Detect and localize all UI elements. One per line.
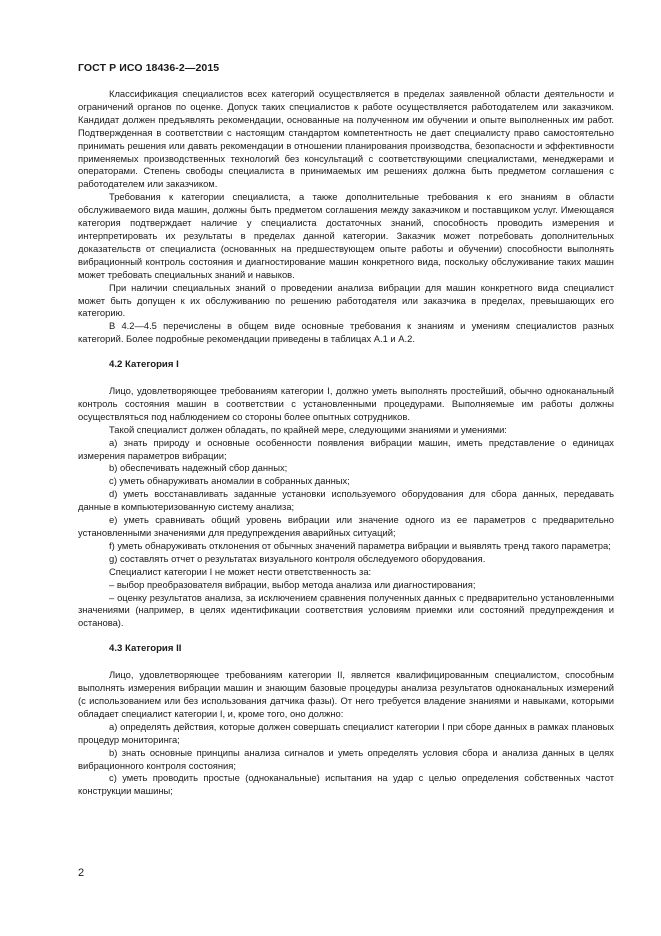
list-item: b) знать основные принципы анализа сигналов и уметь определять условия сбора и анализа данных в целях вибрационного контроля состояния;	[78, 746, 614, 771]
section-heading-4-2: 4.2 Категория I	[109, 359, 179, 371]
paragraph: Классификация специалистов всех категорий осуществляется в пределах заявленной области деятельности и ограничений органов по оценке. Допуск таких специалистов к работе осуществляется работодателем или заказчиком. Кандидат должен предъявлять рекомендации, основанные на полученном им обучении и опыте выполненных им работ. Подтвержденная в соответствии с настоящим стандартом компетентность не дает специалисту право самостоятельно принимать решения или давать рекомендации в отношении планирования производства, безопасности и эффективности применяемых производственных технологий без консультаций с соответствующими специалистами, менеджерами и операторами. Степень свободы специалиста в принимаемых им решениях должна быть предметом соглашения с работодателем или заказчиком.	[78, 88, 614, 190]
section-heading-4-3: 4.3 Категория II	[109, 643, 182, 655]
paragraph: Лицо, удовлетворяющее требованиям категории II, является квалифицированным специалистом, способным выполнять измерения вибрации машин и знающим базовые процедуры анализа результатов одноканальных измерений (с использованием или без использования датчика фазы). От него требуется владение знаниями и навыками, которыми обладает специалист категории I, и, кроме того, оно должно:	[78, 669, 614, 719]
list-item: a) знать природу и основные особенности появления вибрации машин, иметь представление о единицах измерения параметров вибрации;	[78, 436, 614, 461]
paragraph: В 4.2—4.5 перечислены в общем виде основные требования к знаниям и умениям специалистов разных категорий. Более подробные рекомендации приведены в таблицах А.1 и А.2.	[78, 320, 614, 345]
paragraph: Такой специалист должен обладать, по крайней мере, следующими знаниями и умениями:	[109, 423, 507, 435]
list-item: – выбор преобразователя вибрации, выбор метода анализа или диагностирования;	[109, 578, 476, 590]
paragraph: Требования к категории специалиста, а также дополнительные требования к его знаниям в области обслуживаемого вида машин, должны быть предметом соглашения между заказчиком и поставщиком услуг. Имеющаяся категория подтверждает наличие у специалиста достаточных знаний, способность проводить измерения и интерпретировать их результаты в пределах данной категории. Заказчик может потребовать дополнительных доказательств от специалиста (основанных на предшествующем опыте работы и обучении) способности выполнять вибрационный контроль состояния и диагностирование машин конкретного вида, поскольку обслуживание таких машин может требовать специальных знаний и навыков.	[78, 191, 614, 280]
list-item: c) уметь обнаруживать аномалии в собранных данных;	[109, 475, 350, 487]
list-item: f) уметь обнаруживать отклонения от обычных значений параметра вибрации и выявлять тренд такого параметра;	[109, 539, 611, 551]
list-item: c) уметь проводить простые (одноканальные) испытания на удар с целью определения собственных частот конструкции машины;	[78, 772, 614, 797]
document-body	[78, 88, 614, 798]
paragraph: Лицо, удовлетворяющее требованиям категории I, должно уметь выполнять простейший, обычно одноканальный контроль состояния машин в соответствии с установленными процедурами. Выполняемые им работы должны осуществляться под наблюдением со стороны более опытных сотрудников.	[78, 385, 614, 422]
list-item: g) составлять отчет о результатах визуального контроля обследуемого оборудования.	[109, 552, 486, 564]
list-item: e) уметь сравнивать общий уровень вибрации или значение одного из ее параметров с предварительно установленными значениями для предупреждения аварийных ситуаций;	[78, 514, 614, 538]
list-item: a) определять действия, которые должен совершать специалист категории I при сборе данных в рамках плановых процедур мониторинга;	[78, 720, 614, 745]
page-number: 2	[78, 867, 85, 879]
list-item: b) обеспечивать надежный сбор данных;	[109, 462, 288, 474]
list-item: d) уметь восстанавливать заданные установки используемого оборудования для сбора данных, передавать данные в компьютеризованную систему анализа;	[78, 488, 614, 513]
paragraph: При наличии специальных знаний о проведении анализа вибрации для машин конкретного вида специалист может быть допущен к их обслуживанию по решению работодателя или заказчика в пределах, превышающих его категорию.	[78, 281, 614, 319]
document-header: ГОСТ Р ИСО 18436-2—2015	[78, 62, 220, 74]
paragraph: Специалист категории I не может нести ответственность за:	[109, 565, 372, 577]
list-item: – оценку результатов анализа, за исключением сравнения полученных данных с предварительно установленными значениями (например, в целях идентификации соответствия условиям приемки или состояний предупреждения и останова).	[78, 591, 614, 629]
